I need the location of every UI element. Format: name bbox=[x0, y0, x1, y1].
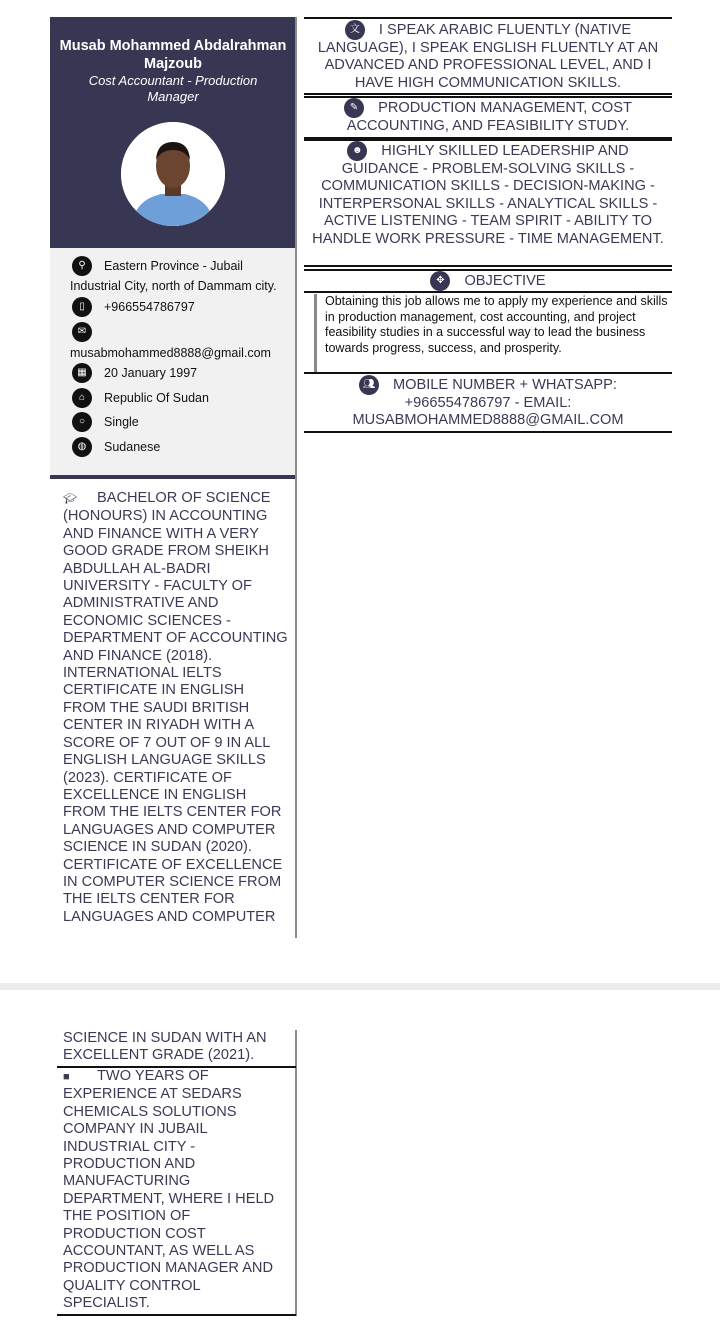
graduation-cap-icon: 🎓︎ bbox=[63, 493, 77, 505]
page-break bbox=[0, 983, 720, 990]
education-text: BACHELOR OF SCIENCE (HONOURS) IN ACCOUNTING AND FINANCE WITH A VERY GOOD GRADE FROM SHEIKH ABDULLAH AL-BADRI UNIVERSITY - FACULTY OF ADMINISTRATIVE AND ECONOMIC SCIENCES - DEPARTMENT OF ACCOUNTING AND FINANCE (2018). INTERNATIONAL IELTS CERTIFICATE IN ENGLISH FROM THE SAUDI BRITISH CENTER IN RIYADH WITH A SCORE OF 7 OUT OF 9 IN ALL ENGLISH LANGUAGE SKILLS (2023). CERTIFICATE OF EXCELLENCE IN ENGLISH FROM THE IELTS CENTER FOR LANGUAGES AND COMPUTER SCIENCE IN SUDAN (2020). CERTIFICATE OF EXCELLENCE IN COMPUTER SCIENCE FROM THE IELTS CENTER FOR LANGUAGES AND COMPUTER bbox=[63, 490, 288, 925]
job-title: Cost Accountant - Production Manager bbox=[88, 73, 258, 104]
translate-icon: 文 bbox=[345, 20, 365, 40]
globe-icon: ◍ bbox=[72, 437, 92, 457]
objective-title: OBJECTIVE bbox=[464, 272, 546, 289]
email: musabmohammed8888@gmail.com bbox=[70, 346, 271, 360]
languages-section bbox=[304, 20, 672, 92]
phone: +966554786797 bbox=[104, 300, 195, 314]
objective-heading bbox=[304, 271, 672, 291]
ring-icon: ○ bbox=[72, 412, 92, 432]
divider bbox=[304, 265, 672, 267]
references-section bbox=[304, 375, 672, 430]
specialization-section bbox=[304, 98, 672, 135]
marital-status: Single bbox=[104, 415, 139, 429]
divider bbox=[304, 291, 672, 293]
divider bbox=[304, 93, 672, 95]
full-name: Musab Mohammed Abdalrahman Majzoub bbox=[59, 38, 287, 72]
profile-photo bbox=[121, 122, 225, 226]
contact-section bbox=[50, 248, 296, 479]
column-divider bbox=[295, 17, 297, 938]
divider bbox=[57, 1314, 296, 1316]
education-section bbox=[63, 490, 288, 926]
column-divider bbox=[295, 1030, 297, 1316]
user-group-icon: ☻ bbox=[347, 141, 367, 161]
experience-section bbox=[63, 1068, 288, 1313]
specialization-text: PRODUCTION MANAGEMENT, COST ACCOUNTING, AND FEASIBILITY STUDY. bbox=[346, 99, 632, 134]
languages-text: I SPEAK ARABIC FLUENTLY (NATIVE LANGUAGE), I SPEAK ENGLISH FLUENTLY AT AN ADVANCED AND PROFESSIONAL LEVEL, AND I HAVE HIGH COMMUNICATION SKILLS. bbox=[317, 21, 659, 91]
people-icon: 👥︎ bbox=[359, 375, 379, 395]
address: Eastern Province - Jubail bbox=[104, 259, 243, 273]
phone-icon: ▯ bbox=[72, 297, 92, 317]
skills-text: HIGHLY SKILLED LEADERSHIP AND GUIDANCE - PROBLEM-SOLVING SKILLS - COMMUNICATION SKILLS - DECISION-MAKING - INTERPERSONAL SKILLS - ANALYTICAL SKILLS - ACTIVE LISTENING - TEAM SPIRIT - ABILITY TO HANDLE WORK PRESSURE - TIME MANAGEMENT. bbox=[312, 142, 664, 247]
location-icon: ⚲ bbox=[72, 256, 92, 276]
skills-section bbox=[304, 141, 672, 248]
references-text: MOBILE NUMBER + WHATSAPP: +966554786797 - EMAIL: MUSABMOHAMMED8888@GMAIL.COM bbox=[352, 376, 624, 429]
experience-text: TWO YEARS OF EXPERIENCE AT SEDARS CHEMICALS SOLUTIONS COMPANY IN JUBAIL INDUSTRIAL CITY - PRODUCTION AND MANUFACTURING DEPARTMENT, WHERE I HELD THE POSITION OF PRODUCTION COST ACCOUNTANT, AS WELL AS PRODUCTION MANAGER AND QUALITY CONTROL SPECIALIST. bbox=[63, 1068, 275, 1312]
education-text-continued: SCIENCE IN SUDAN WITH AN EXCELLENT GRADE (2021). bbox=[63, 1030, 267, 1064]
target-icon: ✥ bbox=[430, 271, 450, 291]
birthdate: 20 January 1997 bbox=[104, 366, 198, 380]
chart-icon: ✎ bbox=[344, 98, 364, 118]
divider bbox=[304, 372, 672, 374]
email-icon: ✉ bbox=[72, 322, 92, 342]
home-icon: ⌂ bbox=[72, 388, 92, 408]
objective-text: Obtaining this job allows me to apply my experience and skills in production management, cost accounting, and project feasibility studies in a successful way to lead the business towards progress, success, and prosperity. bbox=[314, 294, 672, 372]
calendar-icon: ▦ bbox=[72, 363, 92, 383]
country: Republic Of Sudan bbox=[104, 390, 209, 405]
divider bbox=[304, 17, 672, 19]
briefcase-icon: ■ bbox=[63, 1071, 70, 1083]
divider bbox=[304, 431, 672, 433]
nationality: Sudanese bbox=[104, 439, 161, 454]
address-continued: Industrial City, north of Dammam city. bbox=[70, 278, 277, 293]
